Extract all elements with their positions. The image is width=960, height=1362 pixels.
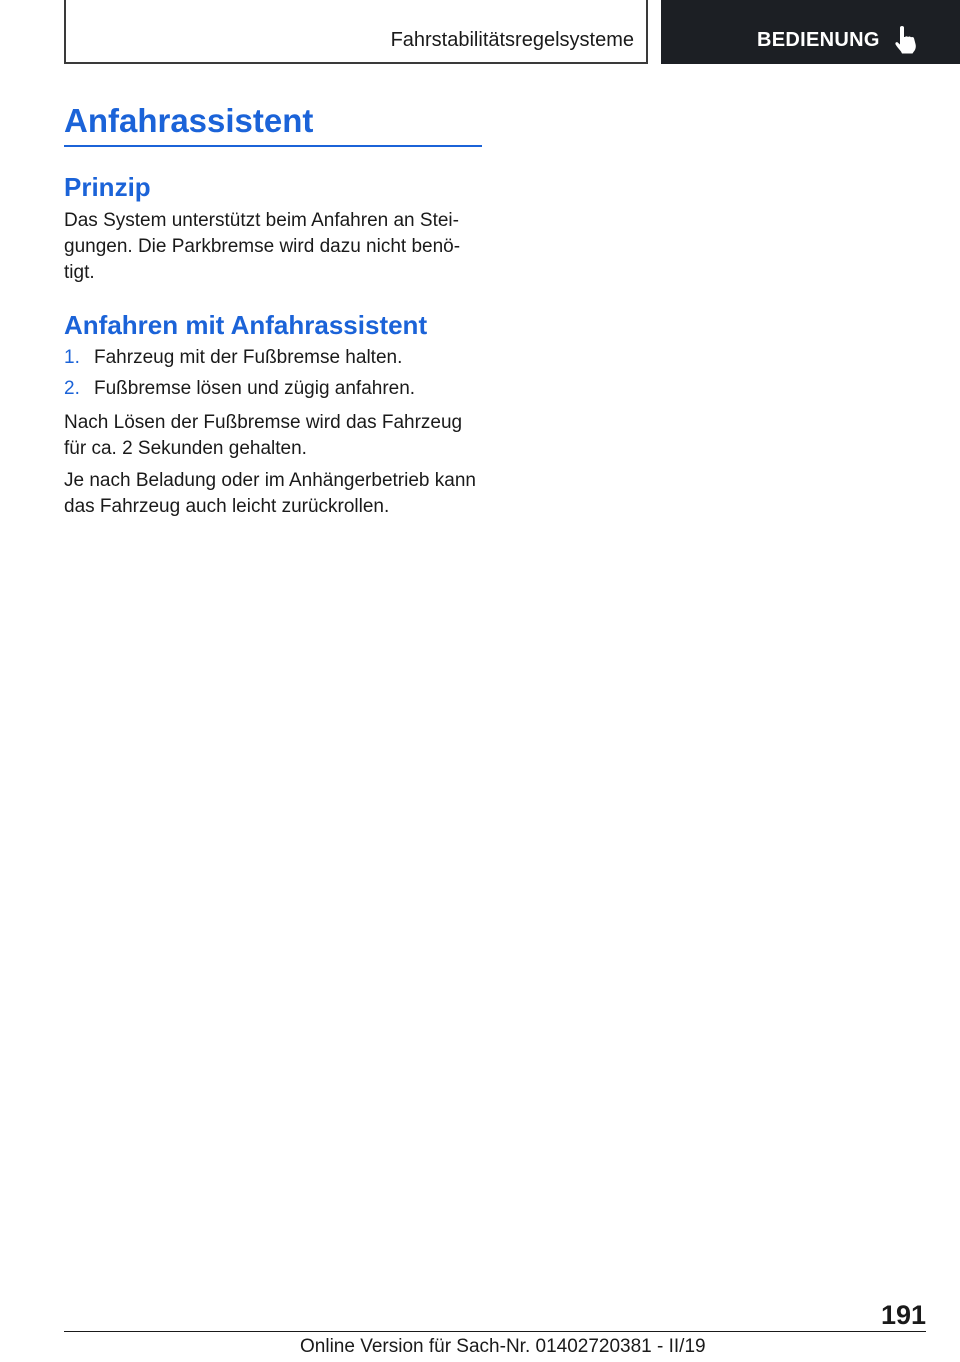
pointing-hand-icon [895,26,917,54]
page-title: Anfahrassistent [64,102,314,139]
header-section-box [64,0,648,64]
prinzip-text: Das System unterstützt beim Anfahren an Stei- gungen. Die Parkbremse wird dazu nicht benö- tigt. [64,210,461,283]
section-heading-anfahren: Anfahren mit Anfahrassistent [64,310,428,340]
chapter-tab [661,0,960,64]
step-number: 2. [64,378,80,399]
hold-info-paragraph: Nach Lösen der Fußbremse wird das Fahrzeug für ca. 2 Sekunden gehalten. [64,412,463,459]
step-text: Fahrzeug mit der Fußbremse halten. [94,347,403,368]
rollback-info-paragraph: Je nach Beladung oder im Anhängerbetrieb kann das Fahrzeug auch leicht zurückrollen. [64,470,476,517]
step-item [64,376,415,402]
page-number: 191 [880,1300,926,1330]
step-item [64,345,402,371]
step-text: Fußbremse lösen und zügig anfahren. [94,378,416,399]
title-divider [64,145,482,147]
footer-version-text: Online Version für Sach-Nr. 01402720381 - II/19 [300,1336,706,1357]
section-heading-prinzip: Prinzip [64,172,151,202]
footer-divider [64,1331,926,1332]
prinzip-paragraph [64,208,484,286]
step-number: 1. [64,347,80,368]
chapter-label: BEDIENUNG [757,29,880,51]
section-title: Fahrstabilitätsregelsysteme [390,29,634,51]
